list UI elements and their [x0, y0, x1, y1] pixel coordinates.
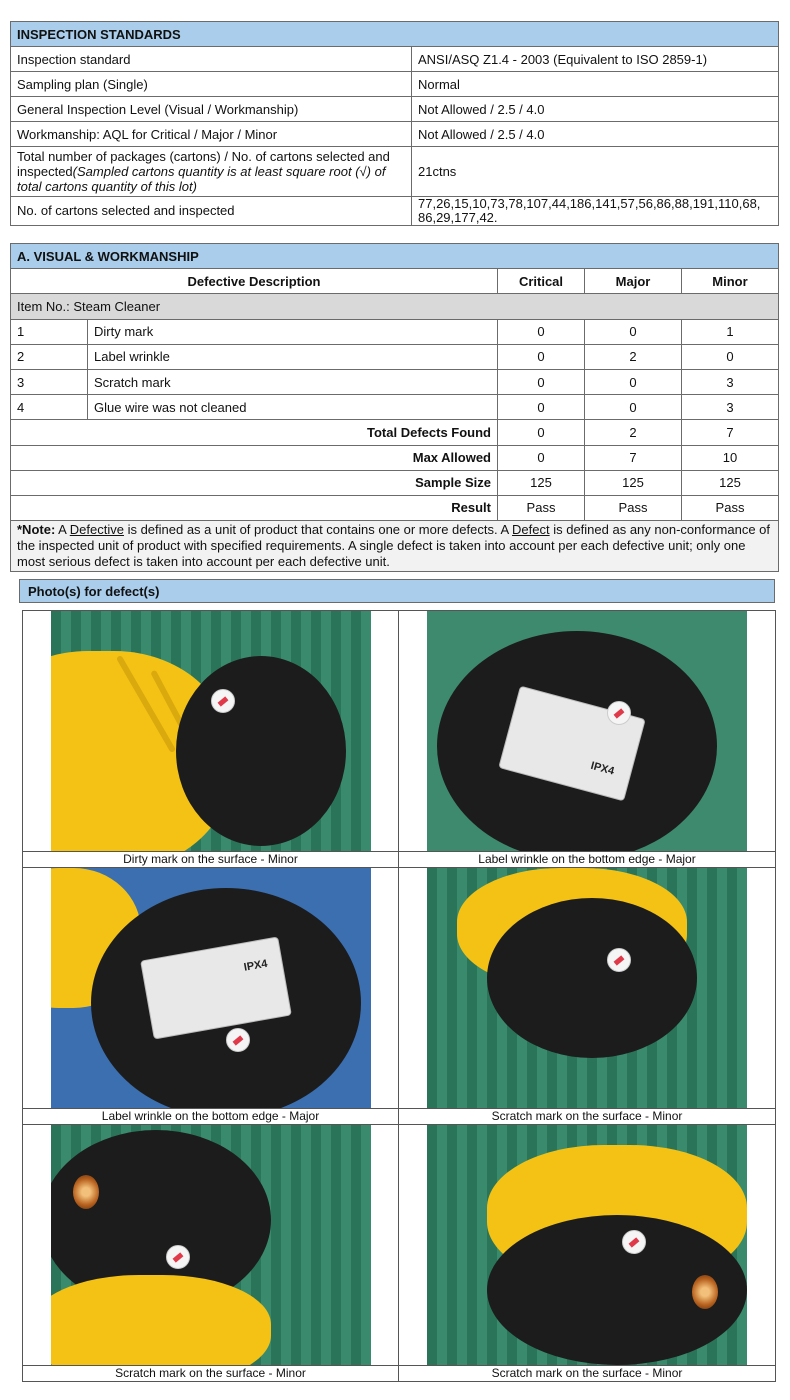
- photo-caption: Dirty mark on the surface - Minor: [23, 852, 399, 868]
- col-header-critical: Critical: [498, 269, 585, 294]
- table-row: [11, 344, 779, 369]
- note-text: is defined as any non-conformance of the inspected unit of product with specified requirements. A single defect is taken into account per each defective unit; only one most serious defect is taken into account per each defective unit.: [17, 522, 771, 570]
- major-total: 2: [585, 420, 682, 445]
- photo-caption: Scratch mark on the surface - Minor: [23, 1366, 399, 1382]
- critical-result: Pass: [498, 495, 585, 520]
- total-cartons-label-main: Total number of packages (cartons) / No. of cartons selected and inspected: [17, 149, 390, 179]
- photo-cell: [23, 611, 399, 852]
- row-label: Inspection standard: [11, 47, 412, 72]
- critical-count: 0: [498, 344, 585, 369]
- minor-count: 1: [682, 319, 779, 344]
- note-term-defect: Defect: [512, 522, 550, 538]
- table-row: [11, 369, 779, 394]
- minor-count: 3: [682, 395, 779, 420]
- row-value: Not Allowed / 2.5 / 4.0: [412, 97, 779, 122]
- note-term-defective: Defective: [69, 522, 124, 538]
- minor-count: 3: [682, 369, 779, 394]
- arrow-sticker-icon: [211, 689, 235, 713]
- total-cartons-label-note: (Sampled cartons quantity is at least square root (√) of total cartons quantity of this lot): [17, 164, 386, 194]
- defect-photo: [51, 868, 371, 1108]
- photo-cell: [23, 1125, 399, 1366]
- label-text: IPX4: [242, 957, 269, 974]
- visual-workmanship-table: [10, 243, 779, 572]
- col-header-major: Major: [585, 269, 682, 294]
- inspection-standards-table: [10, 21, 779, 226]
- cartons-selected-value: [412, 197, 779, 226]
- note-text: A: [55, 522, 70, 538]
- definition-note: [11, 521, 779, 572]
- photo-cell: [23, 868, 399, 1109]
- minor-max: 10: [682, 445, 779, 470]
- indicator-light-icon: [692, 1275, 718, 1309]
- summary-row-max: [11, 445, 779, 470]
- photo-caption: Scratch mark on the surface - Minor: [399, 1366, 776, 1382]
- row-value: Normal: [412, 72, 779, 97]
- major-count: 0: [585, 395, 682, 420]
- minor-count: 0: [682, 344, 779, 369]
- summary-label: Total Defects Found: [11, 420, 498, 445]
- summary-row-result: [11, 495, 779, 520]
- defect-desc: Label wrinkle: [88, 344, 498, 369]
- critical-max: 0: [498, 445, 585, 470]
- photo-caption: Scratch mark on the surface - Minor: [399, 1109, 776, 1125]
- minor-total: 7: [682, 420, 779, 445]
- row-value: Not Allowed / 2.5 / 4.0: [412, 122, 779, 147]
- defect-photos-grid: [22, 610, 776, 1382]
- critical-count: 0: [498, 395, 585, 420]
- cartons-line-1: 77,26,15,10,73,78,107,44,186,141,57,56,86,88,191,110,68,: [418, 196, 761, 211]
- photo-cell: [399, 1125, 776, 1366]
- col-header-minor: Minor: [682, 269, 779, 294]
- major-count: 0: [585, 369, 682, 394]
- photo-cell: [399, 868, 776, 1109]
- defect-photo: [427, 1125, 747, 1365]
- major-result: Pass: [585, 495, 682, 520]
- table-row: [11, 395, 779, 420]
- defect-no: 4: [11, 395, 88, 420]
- item-number: Item No.: Steam Cleaner: [11, 294, 779, 319]
- defect-photo: [51, 611, 371, 851]
- major-max: 7: [585, 445, 682, 470]
- major-count: 2: [585, 344, 682, 369]
- arrow-sticker-icon: [226, 1028, 250, 1052]
- note-text: is defined as a unit of product that contains one or more defects. A: [123, 522, 513, 538]
- summary-row-totals: [11, 420, 779, 445]
- critical-count: 0: [498, 319, 585, 344]
- row-value: ANSI/ASQ Z1.4 - 2003 (Equivalent to ISO 2859-1): [412, 47, 779, 72]
- defect-no: 2: [11, 344, 88, 369]
- photos-section-title: Photo(s) for defect(s): [19, 579, 775, 603]
- photo-caption: Label wrinkle on the bottom edge - Major: [399, 852, 776, 868]
- arrow-sticker-icon: [607, 701, 631, 725]
- row-label: Sampling plan (Single): [11, 72, 412, 97]
- critical-total: 0: [498, 420, 585, 445]
- total-cartons-value: 21ctns: [412, 147, 779, 197]
- critical-count: 0: [498, 369, 585, 394]
- total-cartons-label: [11, 147, 412, 197]
- table-row: [11, 319, 779, 344]
- col-header-description: Defective Description: [11, 269, 498, 294]
- arrow-sticker-icon: [622, 1230, 646, 1254]
- note-prefix: *Note:: [17, 522, 56, 538]
- photo-cell: [399, 611, 776, 852]
- major-sample: 125: [585, 470, 682, 495]
- defect-no: 1: [11, 319, 88, 344]
- defect-photo: [427, 611, 747, 851]
- section-title: A. VISUAL & WORKMANSHIP: [11, 244, 779, 269]
- defect-photo: [427, 868, 747, 1108]
- major-count: 0: [585, 319, 682, 344]
- cartons-selected-label: No. of cartons selected and inspected: [11, 197, 412, 226]
- summary-label: Sample Size: [11, 470, 498, 495]
- minor-result: Pass: [682, 495, 779, 520]
- defect-desc: Dirty mark: [88, 319, 498, 344]
- cartons-line-2: 86,29,177,42.: [418, 210, 498, 225]
- defect-desc: Scratch mark: [88, 369, 498, 394]
- section-title: INSPECTION STANDARDS: [11, 22, 779, 47]
- row-label: Workmanship: AQL for Critical / Major / Minor: [11, 122, 412, 147]
- row-label: General Inspection Level (Visual / Workmanship): [11, 97, 412, 122]
- photo-caption: Label wrinkle on the bottom edge - Major: [23, 1109, 399, 1125]
- label-text: IPX4: [589, 759, 616, 778]
- defect-photo: [51, 1125, 371, 1365]
- defect-desc: Glue wire was not cleaned: [88, 395, 498, 420]
- defect-no: 3: [11, 369, 88, 394]
- critical-sample: 125: [498, 470, 585, 495]
- indicator-light-icon: [73, 1175, 99, 1209]
- minor-sample: 125: [682, 470, 779, 495]
- summary-label: Max Allowed: [11, 445, 498, 470]
- summary-label: Result: [11, 495, 498, 520]
- arrow-sticker-icon: [166, 1245, 190, 1269]
- arrow-sticker-icon: [607, 948, 631, 972]
- summary-row-sample: [11, 470, 779, 495]
